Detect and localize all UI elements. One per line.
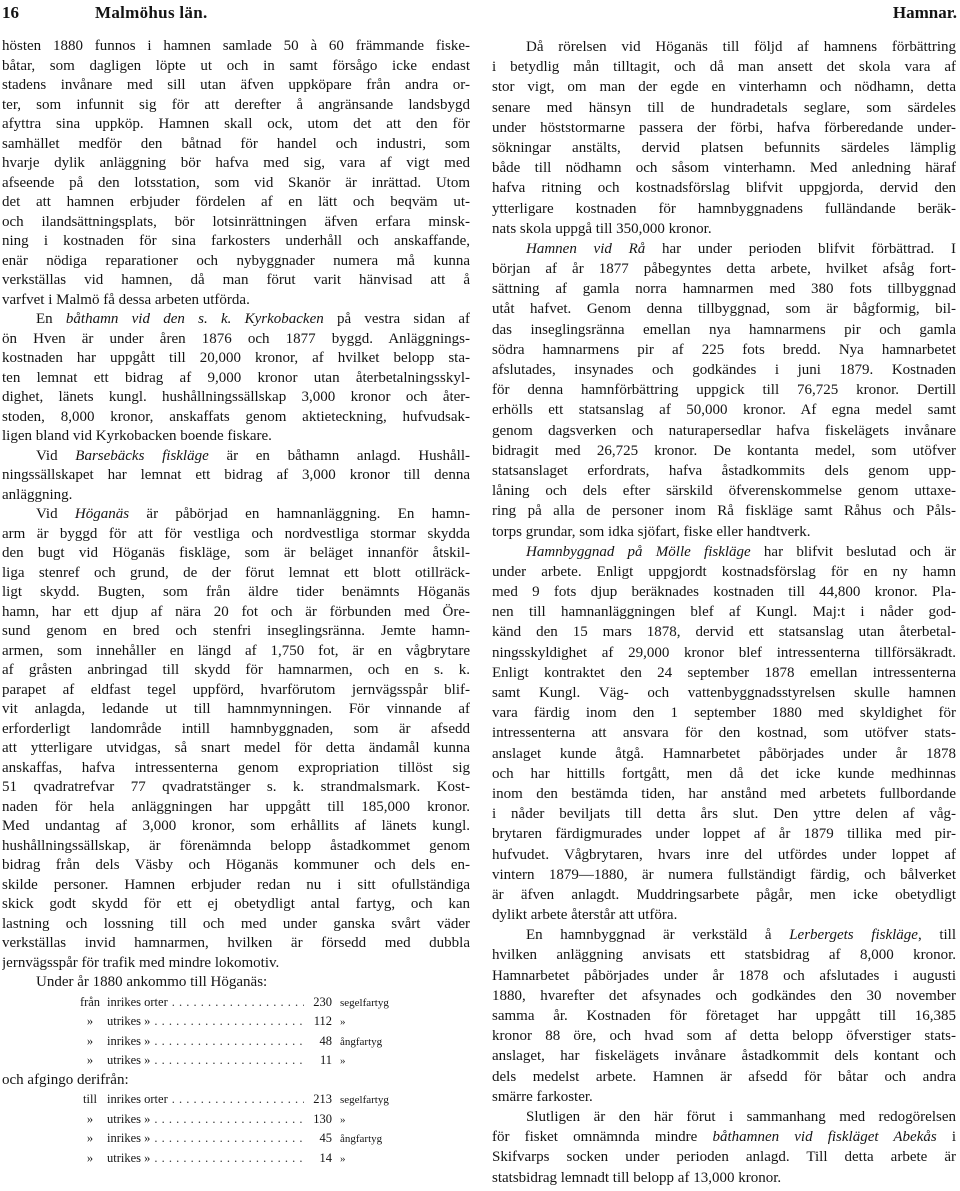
text-line: hösten 1880 funnos i hamnen samlade 50 à 60 främmande fiske-	[2, 38, 470, 54]
text-line: intressenterna att ansvara för den kostnad, som utöfver stats-	[492, 725, 956, 742]
vessel-type: »	[340, 1113, 346, 1126]
italic-text-run: Barsebäcks fiskläge	[75, 447, 209, 464]
left-column-text	[2, 37, 470, 973]
text-line: södra hamnarmens pir af 225 fots bredd. Nya hamnarbetet	[492, 341, 956, 358]
text-line	[492, 1127, 956, 1147]
text-line: erhölls ett statsanslag af 50,000 kronor. Af egna medel samt	[492, 402, 956, 419]
text-line: senare med hänsyn till de hundradetals seglare, som särdeles	[492, 99, 956, 116]
text-line: Enligt kontraktet den 24 september 1878 emellan intressenterna	[492, 664, 956, 681]
italic-text-run: Hamnen vid Rå	[526, 240, 646, 257]
row-place: utrikes »	[107, 1150, 151, 1165]
departures-table	[2, 1090, 470, 1168]
text-line: afseende på den lotsstation, som vid Skanör är inrättad. Utom	[2, 174, 470, 191]
arrival-row	[2, 1032, 470, 1052]
page-number: 16	[2, 3, 19, 22]
text-line: Slutligen är den här förut i sammanhang med redogörelsen	[526, 1108, 956, 1125]
row-lead: »	[86, 1131, 94, 1145]
row-place: utrikes »	[107, 1014, 151, 1028]
text-line: jernvägsspår för trafik med mindre lokomotiv.	[2, 954, 280, 971]
text-line: verkställas vid hamnen, då man förut varit hänvisad att å	[2, 272, 470, 288]
italic-text-run: Lerbergets fiskläge	[789, 927, 918, 944]
italic-text-run: båthamn vid den s. k. Kyrkobacken	[65, 311, 324, 327]
text-run: , till	[917, 927, 956, 944]
arrivals-table	[2, 993, 470, 1071]
text-line: för denna hamnförbättring uppgick till 76,725 kronor. Dertill	[492, 382, 956, 399]
row-place: inrikes orter	[107, 994, 168, 1009]
row-label	[76, 1110, 304, 1130]
text-line: ning i kostnaden för sina farkosters underhåll och anskaffande,	[2, 233, 470, 249]
text-line: ningsskyldighet af 29,000 kronor blef intressenterna tillförsäkradt.	[492, 644, 956, 661]
text-run: är en båthamn anlagd. Hushåll-	[208, 447, 470, 464]
text-line: ring på alla de personer inom Rå fiskläge samt Råhus och Påls-	[492, 503, 956, 520]
text-line: kostnaden har uppgått till 20,000 kronor, af hvilket belopp sta-	[2, 350, 470, 366]
text-line: i nåder beviljats till detta års slut. Den yttre delen af våg-	[492, 806, 956, 823]
paragraph	[2, 447, 470, 506]
text-line: stor vigt, om man der egde en vinterhamn och nödhamn, detta	[492, 79, 956, 96]
paragraph	[2, 37, 470, 310]
text-line: och har hittills fortgått, men då det icke kunde medhinnas	[492, 765, 956, 782]
text-line: hushållningssällskap, är förenämnda belopp åstadkommet genom	[2, 837, 470, 854]
row-label	[76, 993, 304, 1013]
dot-leader	[168, 993, 304, 1013]
vessel-count: 112	[313, 1014, 332, 1028]
departure-row	[2, 1129, 470, 1149]
text-line: lastning och lossning till och med under ganska svårt väder	[2, 915, 470, 932]
row-lead: från	[79, 994, 101, 1009]
text-run: i	[936, 1129, 956, 1146]
text-run: En hamnbyggnad är verkstäld å	[526, 927, 790, 944]
text-run: på vestra sidan af	[323, 311, 470, 327]
text-line: varfvet i Malmö få dessa arbeten utförda.	[2, 291, 250, 308]
row-lead: »	[86, 1014, 94, 1028]
text-line: brytaren färdigmurades under loppet af år 1879 tillika med pir-	[492, 826, 956, 843]
text-line: dylikt arbete återstår att utföra.	[492, 907, 678, 924]
text-line: samma år. Kostnaden för företaget har uppgått till 16,385	[492, 1008, 956, 1024]
italic-text-run: Hamnbyggnad på Mölle fiskläge	[526, 543, 751, 560]
vessel-count: 130	[313, 1111, 332, 1126]
text-line: låning och dels efter särskild öfverenskommelse genom uttaxe-	[492, 483, 956, 500]
text-line: i betydlig mån tilltagit, och då man ansett det skola vara af	[492, 59, 956, 76]
text-line: anskaffas, hafva intressenterna genom expropriation tillöst sig	[2, 759, 470, 776]
text-line: att ytterligare utvidgas, så snart medel för detta ändamål kunna	[2, 740, 470, 756]
row-label	[76, 1090, 304, 1110]
text-line: bidrag från dels Väsby och Höganäs kommuner och dels en-	[2, 857, 470, 873]
text-line: hvarje dylik anläggning bör hafva med sig, vara af vigt med	[2, 155, 470, 171]
text-line: ligen bland vid Kyrkobacken boende fiskare.	[2, 428, 272, 444]
text-line: inom den bestämda tiden, har anstånd med arbetets fullbordande	[492, 785, 956, 802]
arrival-row	[2, 993, 470, 1013]
text-line	[492, 239, 956, 259]
text-run: har under perioden blifvit förbättrad. I	[645, 240, 956, 257]
paragraph	[2, 310, 470, 447]
text-line: stadens invånare med sill utan äfven uppköpare från andra or-	[2, 77, 470, 93]
text-line: vintern 1879—1880, är numera fullständigt färdig, och bålverket	[492, 866, 956, 883]
row-place: inrikes orter	[107, 1092, 168, 1106]
text-line: arm är byggd för att för vestliga och nordvestliga stormar skydda	[2, 525, 470, 542]
text-line: samhället medför den båtnad för handel och industri, som	[2, 135, 470, 152]
paragraph	[492, 37, 956, 239]
text-line: anläggning.	[2, 486, 73, 503]
text-line: skilde personer. Hamnen erbjuder redan nu i sitt ofullständiga	[2, 876, 470, 893]
text-line: ningssällskapet har lemnat ett bidrag af 3,000 kronor till denna	[2, 467, 470, 483]
row-label	[76, 1051, 304, 1071]
text-line: ytterligare kostnaden för hamnbyggnadens fulländande beräk-	[492, 200, 956, 217]
text-line: statsbidrag lemnadt till belopp af 13,000 kronor.	[492, 1169, 782, 1186]
vessel-count: 48	[319, 1033, 332, 1048]
text-run: har blifvit beslutad och är	[750, 543, 956, 560]
text-line: början af år 1877 påbegyntes detta arbete, hvilket afsåg fort-	[492, 261, 956, 278]
row-lead: »	[86, 1111, 94, 1126]
vessel-count: 11	[319, 1053, 332, 1067]
text-line: nats skola uppgå till 350,000 kronor.	[492, 220, 712, 237]
text-line: bidragit med 26,725 kronor. De kontanta medel, som utöfver	[492, 442, 956, 459]
text-line: det att hamnen erbjuder fördelen af en lätt och beqväm ut-	[2, 194, 470, 210]
text-line: med 9 fots djup beräknades kostnaden till 44,800 kronor. Pla-	[492, 584, 956, 601]
text-line	[2, 310, 470, 330]
text-line: sund genom en bred och stenfri inseglingsränna. Jemte hamn-	[2, 623, 470, 639]
text-line: af gråsten anbringad till skydd för hamnarmen, och en s. k.	[2, 662, 470, 678]
text-line: statsanslaget erfordrats, hafva åstadkommits dels genom upp-	[492, 462, 956, 479]
arrival-row	[2, 1051, 470, 1071]
vessel-type: »	[340, 1055, 346, 1067]
text-line: 51 qvadratrefvar 77 qvadratstänger s. k. strandmalsmark. Kost-	[2, 779, 470, 795]
text-line: känd den 15 mars 1878, dervid ett statsanslag utan återbetal-	[492, 624, 956, 641]
paragraph	[492, 1107, 956, 1188]
text-run: Vid	[36, 447, 76, 464]
italic-text-run: Höganäs	[74, 506, 130, 522]
text-line: Hamnarbetet påbörjades under år 1878 och afslutades i augusti	[492, 967, 956, 984]
text-line: liga stenref och grund, de der förut lemnat ett blott otillräck-	[2, 564, 470, 581]
text-line: och ilandsättningsplats, bör lotsinrättningen äfven erfara minsk-	[2, 213, 470, 230]
departure-row	[2, 1090, 470, 1110]
dot-leader	[150, 1012, 304, 1032]
text-line: erforderligt landområde intill hamnbyggnaden, som är afsedd	[2, 720, 470, 737]
text-run: för fisket omnämnda mindre	[492, 1129, 713, 1146]
arrivals-intro: Under år 1880 ankommo till Höganäs:	[36, 974, 268, 990]
text-line: afslutades, insynades och godkändes i juni 1879. Kostnaden	[492, 362, 956, 378]
text-line: nen till hamnanläggningen blef af Kungl. Maj:t i nåder god-	[492, 604, 956, 621]
text-line: Skifvarps socken under perioden anlagd. Till detta arbete är	[492, 1149, 956, 1166]
paragraph	[492, 925, 956, 1107]
right-column	[492, 37, 956, 1188]
left-column	[2, 37, 470, 1168]
dot-leader	[168, 1090, 304, 1110]
text-line: utåt hafvet. Genom denna tillbyggnad, som är bågformig, bil-	[492, 301, 956, 318]
text-line	[492, 925, 956, 945]
text-line: anslaget kunde åtgå. Hamnarbetet påbörjades under år 1878	[492, 745, 956, 762]
text-line: vit anlagda, ledande ut till hamnmynningen. För vinnande af	[2, 701, 470, 717]
row-label	[76, 1012, 304, 1032]
text-line: ön Hven är under åren 1876 och 1877 byggd. Anläggnings-	[2, 330, 470, 347]
paragraph	[2, 505, 470, 973]
row-place: utrikes »	[107, 1053, 151, 1067]
text-line: verkställas invid hamnarmen, hvilken är försedd med dubbla	[2, 935, 470, 951]
text-line: ten lemnat ett bidrag af 9,000 kronor utan återbetalningsskyl-	[2, 369, 470, 386]
row-label	[76, 1149, 304, 1169]
vessel-count: 213	[313, 1092, 332, 1106]
text-line: är äfven anlagdt. Muddringsarbete pågår, men icke obetydligt	[492, 886, 956, 903]
row-label	[76, 1032, 304, 1052]
text-line: skick godt skydd för ett ej obetydligt antal fartyg, och kan	[2, 896, 470, 912]
vessel-count: 45	[319, 1131, 332, 1145]
row-place: inrikes »	[107, 1131, 151, 1145]
right-column-text	[492, 37, 956, 1188]
text-line: hufvudet. Vågbrytaren, hvars inre del utfördes under loppet af	[492, 846, 956, 863]
running-title: Malmöhus län.	[95, 3, 208, 22]
text-line: anslaget, har fiskelägets invånare åstadkommit dels kontant och	[492, 1048, 956, 1065]
departure-row	[2, 1110, 470, 1130]
row-lead: »	[86, 1150, 94, 1165]
row-place: inrikes »	[107, 1033, 151, 1048]
vessel-type: ångfartyg	[340, 1035, 383, 1048]
text-line: hafva ritning och kostnadsförslag blifvit uppgjorda, dervid den	[492, 180, 956, 197]
text-line	[492, 542, 956, 562]
paragraph	[492, 542, 956, 926]
text-line: genom dagsverken och naturapersedlar hafva fiskelägets invånare	[492, 422, 956, 439]
section-title: Hamnar.	[892, 3, 957, 22]
row-lead: »	[86, 1033, 94, 1048]
text-line: både till nödhamn och såsom vinterhamn. Med anledning häraf	[492, 160, 956, 177]
dot-leader	[150, 1110, 304, 1130]
text-line: under höststormarne passera der förbi, hafva förberedande under-	[492, 119, 956, 136]
text-line: ligt skydd. Bugten, som från äldre tider benämnts Höganäs	[2, 584, 470, 600]
text-line: Med undantag af 3,000 kronor, som erhållits af länets kungl.	[2, 818, 470, 834]
text-line: 1880, hvarefter det afsynades och godkändes den 30 november	[492, 987, 956, 1004]
text-run: Vid	[36, 506, 75, 522]
text-line: afyttra sina uppköp. Hamnen skall ock, utom det att den för	[2, 116, 470, 132]
row-place: utrikes »	[107, 1111, 151, 1126]
text-line: torps grundar, som idka sjöfart, fiske eller handtverk.	[492, 523, 811, 540]
text-line: Då rörelsen vid Höganäs till följd af hamnens förbättring	[526, 39, 956, 55]
italic-text-run: båthamnen vid fiskläget Abekås	[712, 1129, 937, 1146]
text-run: är påbörjad en hamnanläggning. En hamn-	[129, 506, 470, 522]
dot-leader	[150, 1149, 304, 1169]
dot-leader	[150, 1129, 304, 1149]
vessel-count: 14	[319, 1150, 332, 1165]
text-run: En	[36, 311, 66, 327]
vessel-count: 230	[313, 994, 332, 1009]
text-line: ter, som infunnit sig för att derefter å angränsande landsbygd	[2, 96, 470, 113]
text-line: smärre farkoster.	[492, 1088, 593, 1105]
text-line: sökningar anstälts, dervid platsen befunnits särdeles lämplig	[492, 139, 956, 156]
arrival-row	[2, 1012, 470, 1032]
text-line: båtar, som dagligen löpte ut och in samt försågo icke endast	[2, 57, 470, 74]
text-line: dighet, länets kungl. hushållningssällskap 3,000 kronor och åter-	[2, 389, 470, 405]
departures-intro: och afgingo derifrån:	[2, 1071, 129, 1088]
text-line: enär nödiga reparationer och nybyggnader numera må kunna	[2, 252, 470, 269]
text-line: hamn, har ett djup af nära 20 fot och är förbunden med Öre-	[2, 603, 470, 620]
text-line: dels medelst arbete. Hamnen är afsedd för båtar och andra	[492, 1068, 956, 1085]
vessel-type: »	[340, 1152, 346, 1165]
text-line: stoden, 8,000 kronor, anskaffats genom aktieteckning, hufvudsak-	[2, 408, 470, 425]
text-line: das inseglingsränna emellan nya hamnarmens pir och gamla	[492, 321, 956, 338]
text-line: under arbete. Enligt uppgjordt kostnadsförslag för en ny hamn	[492, 563, 956, 580]
text-line: naden för hela anläggningen har uppgått till 185,000 kronor.	[2, 798, 470, 815]
dot-leader	[150, 1032, 304, 1052]
text-line: hvilken anläggning anvisats ett statsbidrag af 8,000 kronor.	[492, 947, 956, 964]
text-line	[2, 505, 470, 525]
text-line: den bugt vid Höganäs fiskläge, som är beläget innanför åtskil-	[2, 545, 470, 561]
row-lead: till	[83, 1092, 97, 1106]
text-line: parapet af eldfast tegel uppförd, hvarförutom jernvägsspår blif-	[2, 681, 470, 698]
dot-leader	[150, 1051, 304, 1071]
text-line: kronor 88 öre, och hvad som af detta belopp öfverstiger stats-	[492, 1028, 956, 1045]
vessel-type: ångfartyg	[340, 1133, 383, 1145]
paragraph	[492, 239, 956, 542]
text-line: vara färdig inom den 1 september 1880 med skyldighet för	[492, 705, 956, 722]
text-line: samt Kungl. Väg- och vattenbyggnadsstyrelsen skulle hamnen	[492, 685, 956, 701]
vessel-type: segelfartyg	[340, 996, 389, 1009]
text-line: sättning af gamla norra hamnarmen med 380 fots tillbyggnad	[492, 281, 956, 298]
row-label	[76, 1129, 304, 1149]
vessel-type: »	[340, 1016, 346, 1028]
row-lead: »	[86, 1053, 94, 1067]
departure-row	[2, 1149, 470, 1169]
text-line	[2, 447, 470, 467]
vessel-type: segelfartyg	[340, 1094, 389, 1106]
text-line: armen, som innehåller en längd af 1,750 fot, är en vågbrytare	[2, 642, 470, 659]
